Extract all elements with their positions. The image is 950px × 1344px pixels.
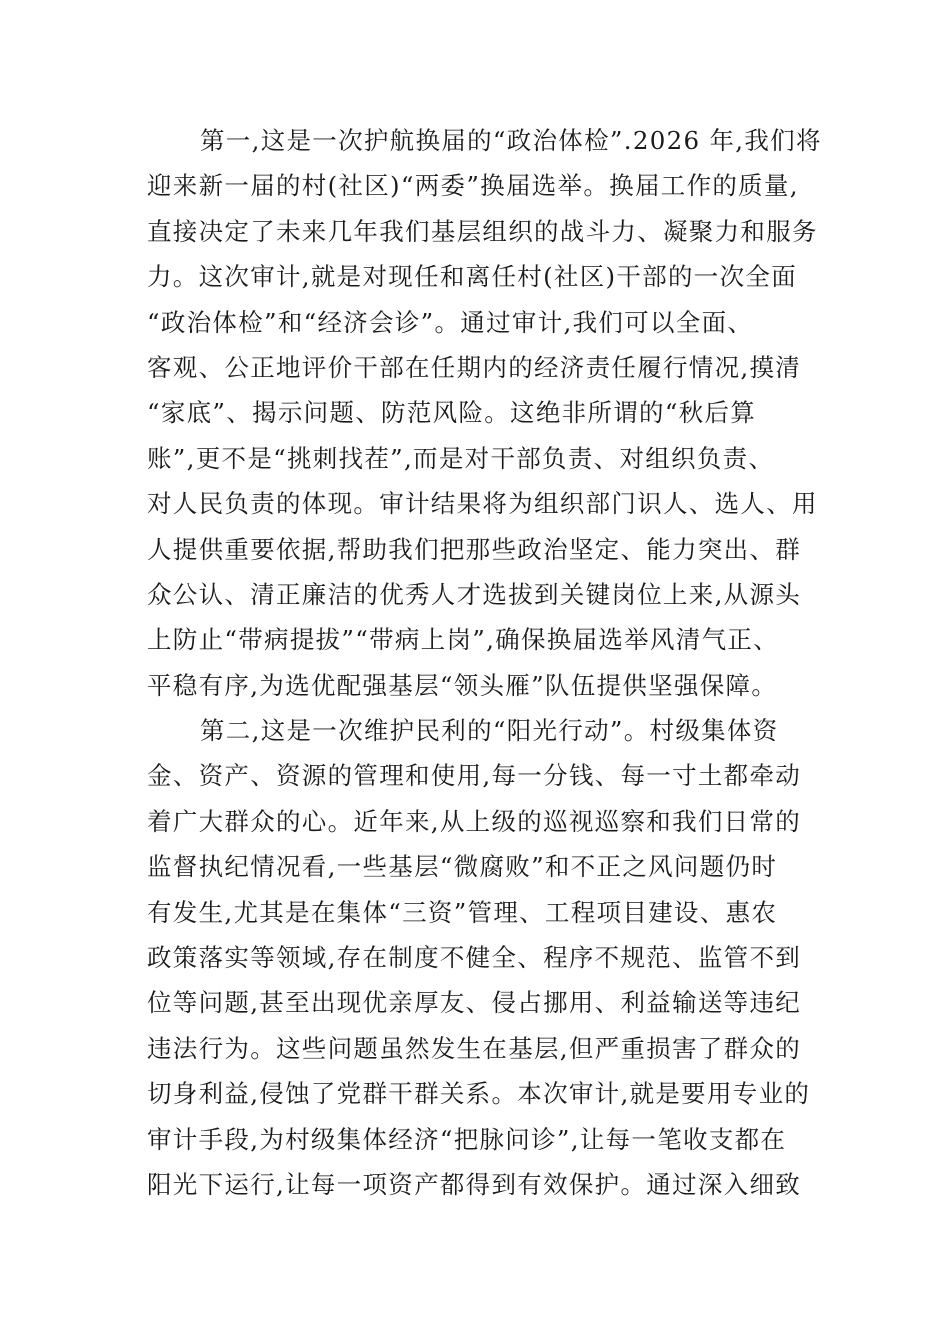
document-body bbox=[147, 118, 822, 1207]
paragraph-1 bbox=[147, 118, 822, 708]
paragraph-line: 人提供重要依据,帮助我们把那些政治坚定、能力突出、群 bbox=[147, 534, 802, 564]
paragraph-line: 第二,这是一次维护民利的“阳光行动”。村级集体资 bbox=[200, 716, 779, 746]
paragraph-line: 上防止“带病提拔”“带病上岗”,确保换届选举风清气正、 bbox=[147, 625, 779, 655]
paragraph-line: “政治体检”和“经济会诊”。通过审计,我们可以全面、 bbox=[147, 307, 754, 337]
paragraph-line: 监督执纪情况看,一些基层“微腐败”和不正之风问题仍时 bbox=[147, 852, 778, 882]
paragraph-line: 着广大群众的心。近年来,从上级的巡视巡察和我们日常的 bbox=[147, 806, 802, 836]
paragraph-line: 位等问题,甚至出现优亲厚友、侵占挪用、利益输送等违纪 bbox=[147, 988, 802, 1018]
paragraph-line: 政策落实等领域,存在制度不健全、程序不规范、监管不到 bbox=[147, 943, 802, 973]
paragraph-line: “家底”、揭示问题、防范风险。这绝非所谓的“秋后算 bbox=[147, 398, 757, 428]
paragraph-line: 迎来新一届的村(社区)“两委”换届选举。换届工作的质量, bbox=[147, 171, 799, 201]
paragraph-line: 阳光下运行,让每一项资产都得到有效保护。通过深入细致 bbox=[147, 1169, 802, 1199]
paragraph-line: 众公认、清正廉洁的优秀人才选拔到关键岗位上来,从源头 bbox=[147, 579, 802, 609]
paragraph-line: 客观、公正地评价干部在任期内的经济责任履行情况,摸清 bbox=[147, 352, 802, 382]
paragraph-line: 有发生,尤其是在集体“三资”管理、工程项目建设、惠农 bbox=[147, 897, 778, 927]
paragraph-line: 直接决定了未来几年我们基层组织的战斗力、凝聚力和服务 bbox=[147, 216, 818, 246]
paragraph-line: 对人民负责的体现。审计结果将为组织部门识人、选人、用 bbox=[147, 489, 818, 519]
paragraph-line: 平稳有序,为选优配强基层“领头雁”队伍提供坚强保障。 bbox=[147, 670, 778, 700]
paragraph-line: 账”,更不是“挑刺找茬”,而是对干部负责、对组织负责、 bbox=[147, 443, 775, 473]
paragraph-line: 金、资产、资源的管理和使用,每一分钱、每一寸土都牵动 bbox=[147, 761, 802, 791]
paragraph-line: 切身利益,侵蚀了党群干群关系。本次审计,就是要用专业的 bbox=[147, 1079, 811, 1109]
paragraph-2 bbox=[147, 708, 812, 1207]
paragraph-line: 违法行为。这些问题虽然发生在基层,但严重损害了群众的 bbox=[147, 1033, 802, 1063]
paragraph-line: 审计手段,为村级集体经济“把脉问诊”,让每一笔收支都在 bbox=[147, 1124, 787, 1154]
paragraph-line: 第一,这是一次护航换届的“政治体检”.2026 年,我们将 bbox=[200, 126, 822, 155]
paragraph-line: 力。这次审计,就是对现任和离任村(社区)干部的一次全面 bbox=[147, 262, 798, 292]
